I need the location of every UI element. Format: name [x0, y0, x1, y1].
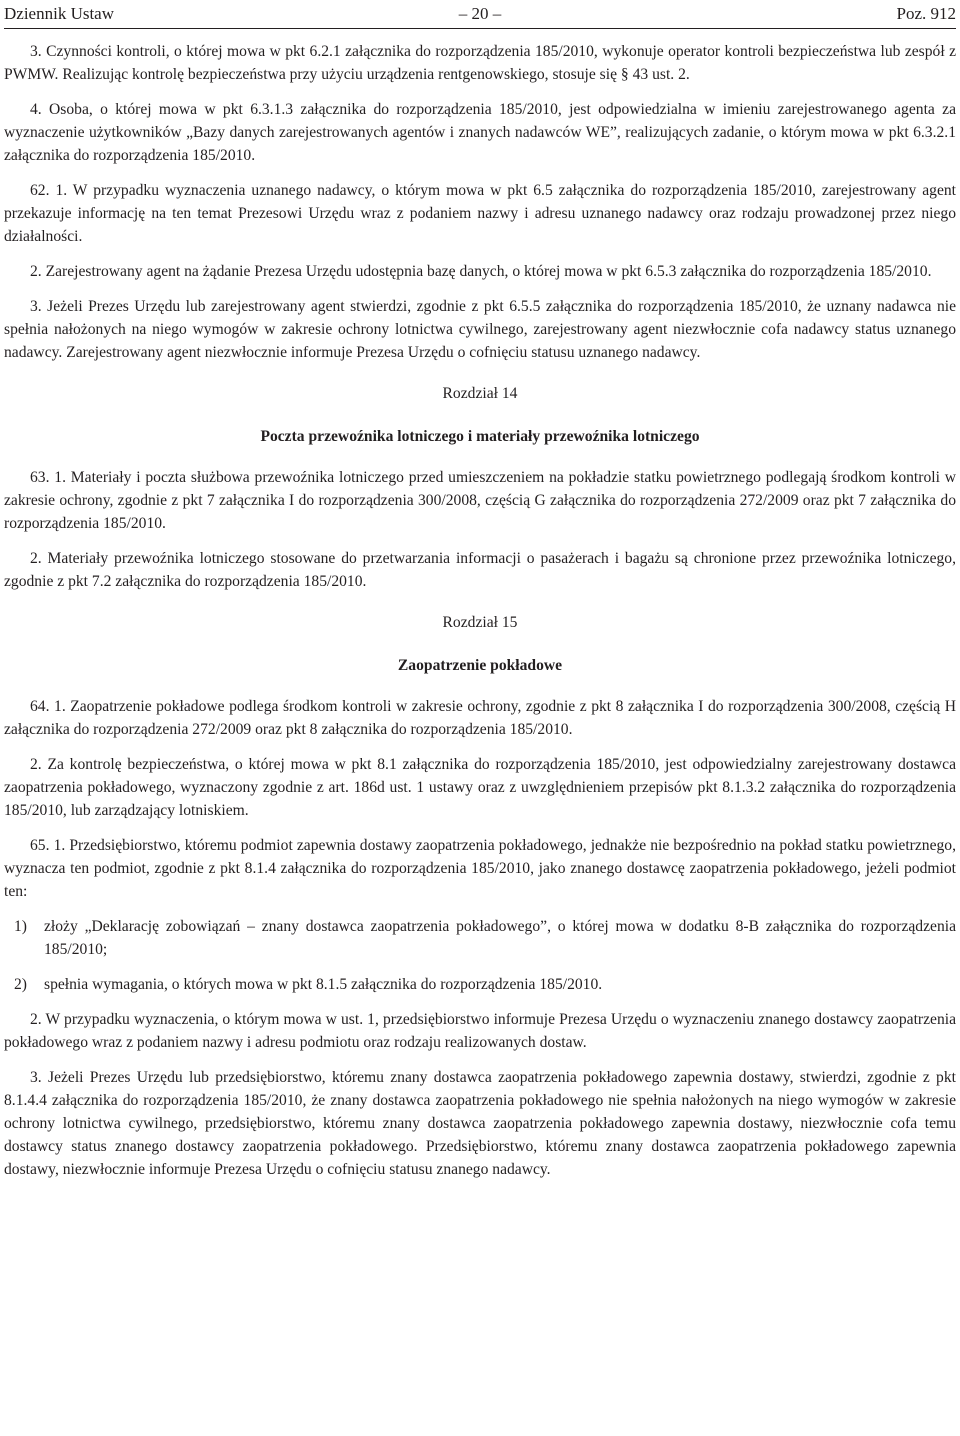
- page-number: – 20 –: [458, 4, 502, 23]
- list-item-text: spełnia wymagania, o których mowa w pkt 8.1.5 załącznika do rozporządzenia 185/2010.: [44, 976, 603, 993]
- paragraph: 63. 1. Materiały i poczta służbowa przewoźnika lotniczego przed umieszczeniem na pokładzie statku powietrznego podlegają środkom kontroli w zakresie ochrony, zgodnie z pkt 7 załącznika I do rozporządzenia 300/2008, częścią G załącznika do rozporządzenia 272/2009 oraz pkt 7 załącznika do rozporządzenia 185/2010.: [4, 469, 956, 532]
- paragraph: 62. 1. W przypadku wyznaczenia uznanego nadawcy, o którym mowa w pkt 6.5 załącznika do rozporządzenia 185/2010, zarejestrowany agent przekazuje informację na ten temat Prezesowi Urzędu wraz z podaniem nazwy i adresu uznanego nadawcy oraz rodzaju prowadzonej przez niego działalności.: [4, 182, 956, 245]
- paragraph: 2. Za kontrolę bezpieczeństwa, o której mowa w pkt 8.1 załącznika do rozporządzenia 185/2010, jest odpowiedzialny zarejestrowany dostawca zaopatrzenia pokładowego, wyznaczony zgodnie z art. 186d ust. 1 ustawy oraz z uwzględnieniem przepisów pkt 8.1.3.2 załącznika do rozporządzenia 185/2010, lub zarządzający lotniskiem.: [4, 756, 956, 819]
- journal-name: Dziennik Ustaw: [4, 4, 115, 23]
- paragraph: 65. 1. Przedsiębiorstwo, któremu podmiot zapewnia dostawy zaopatrzenia pokładowego, jednakże nie bezpośrednio na pokład statku powietrznego, wyznacza ten podmiot, zgodnie z pkt 8.1.4 załącznika do rozporządzenia 185/2010, jako znanego dostawcę zaopatrzenia pokładowego, jeżeli podmiot ten:: [4, 837, 956, 900]
- paragraph: 2. W przypadku wyznaczenia, o którym mowa w ust. 1, przedsiębiorstwo informuje Prezesa Urzędu o wyznaczeniu znanego dostawcy zaopatrzenia pokładowego wraz z podaniem nazwy i adresu podmiotu oraz rodzaju realizowanych dostaw.: [4, 1011, 956, 1051]
- paragraph: 3. Jeżeli Prezes Urzędu lub zarejestrowany agent stwierdzi, zgodnie z pkt 6.5.5 załącznika do rozporządzenia 185/2010, że uznany nadawca nie spełnia nałożonych na niego wymogów w zakresie ochrony lotnictwa cywilnego, zarejestrowany agent niezwłocznie cofa nadawcy status uznanego nadawcy. Zarejestrowany agent niezwłocznie informuje Prezesa Urzędu o cofnięciu statusu uznanego nadawcy.: [4, 298, 956, 361]
- chapter-title: Zaopatrzenie pokładowe: [397, 657, 563, 674]
- header-divider: [4, 28, 956, 29]
- list-item-number: 1): [14, 918, 27, 935]
- position-number: Poz. 912: [896, 4, 956, 23]
- chapter-title: Poczta przewoźnika lotniczego i materiały przewoźnika lotniczego: [260, 428, 700, 445]
- paragraph: 2. Zarejestrowany agent na żądanie Prezesa Urzędu udostępnia bazę danych, o której mowa w pkt 6.5.3 załącznika do rozporządzenia 185/2010.: [30, 263, 932, 280]
- chapter-heading: Rozdział 14: [442, 385, 518, 402]
- list-item-text: złoży „Deklarację zobowiązań – znany dostawca zaopatrzenia pokładowego”, o której mowa w dodatku 8-B załącznika do rozporządzenia 185/2010;: [44, 918, 956, 958]
- paragraph: 3. Czynności kontroli, o której mowa w pkt 6.2.1 załącznika do rozporządzenia 185/2010, wykonuje operator kontroli bezpieczeństwa lub zespół z PWMW. Realizując kontrolę bezpieczeństwa przy użyciu urządzenia rentgenowskiego, stosuje się § 43 ust. 2.: [4, 43, 956, 83]
- paragraph: 3. Jeżeli Prezes Urzędu lub przedsiębiorstwo, któremu znany dostawca zaopatrzenia pokładowego zapewnia dostawy, stwierdzi, zgodnie z pkt 8.1.4.4 załącznika do rozporządzenia 185/2010, że znany dostawca zaopatrzenia pokładowego nie spełnia nałożonych na niego wymogów w zakresie ochrony lotnictwa cywilnego, przedsiębiorstwo, któremu znany dostawca zaopatrzenia pokładowego zapewnia dostawy, niezwłocznie cofa temu dostawcy status znanego dostawcy zaopatrzenia pokładowego. Przedsiębiorstwo, któremu znany dostawca zaopatrzenia pokładowego zapewnia dostawy, niezwłocznie informuje Prezesa Urzędu o cofnięciu statusu znanego nadawcy.: [4, 1069, 956, 1178]
- list-item: [4, 915, 956, 961]
- document-body: [4, 40, 956, 1193]
- chapter-heading: Rozdział 15: [442, 614, 518, 631]
- document-page: [4, 0, 956, 1178]
- paragraph: 64. 1. Zaopatrzenie pokładowe podlega środkom kontroli w zakresie ochrony, zgodnie z pkt 8 załącznika I do rozporządzenia 300/2008, częścią H załącznika do rozporządzenia 272/2009 oraz pkt 8 załącznika do rozporządzenia 185/2010.: [4, 698, 956, 738]
- paragraph: 4. Osoba, o której mowa w pkt 6.3.1.3 załącznika do rozporządzenia 185/2010, jest odpowiedzialna w imieniu zarejestrowanego agenta za wyznaczenie użytkowników „Bazy danych zarejestrowanych agentów i znanych nadawców WE”, realizujących zadanie, o którym mowa w pkt 6.3.2.1 załącznika do rozporządzenia 185/2010.: [4, 101, 956, 164]
- list-item: [4, 973, 956, 996]
- list-item-number: 2): [14, 976, 27, 993]
- paragraph: 2. Materiały przewoźnika lotniczego stosowane do przetwarzania informacji o pasażerach i bagażu są chronione przez przewoźnika lotniczego, zgodnie z pkt 7.2 załącznika do rozporządzenia 185/2010.: [4, 550, 956, 590]
- page-header: [4, 0, 956, 28]
